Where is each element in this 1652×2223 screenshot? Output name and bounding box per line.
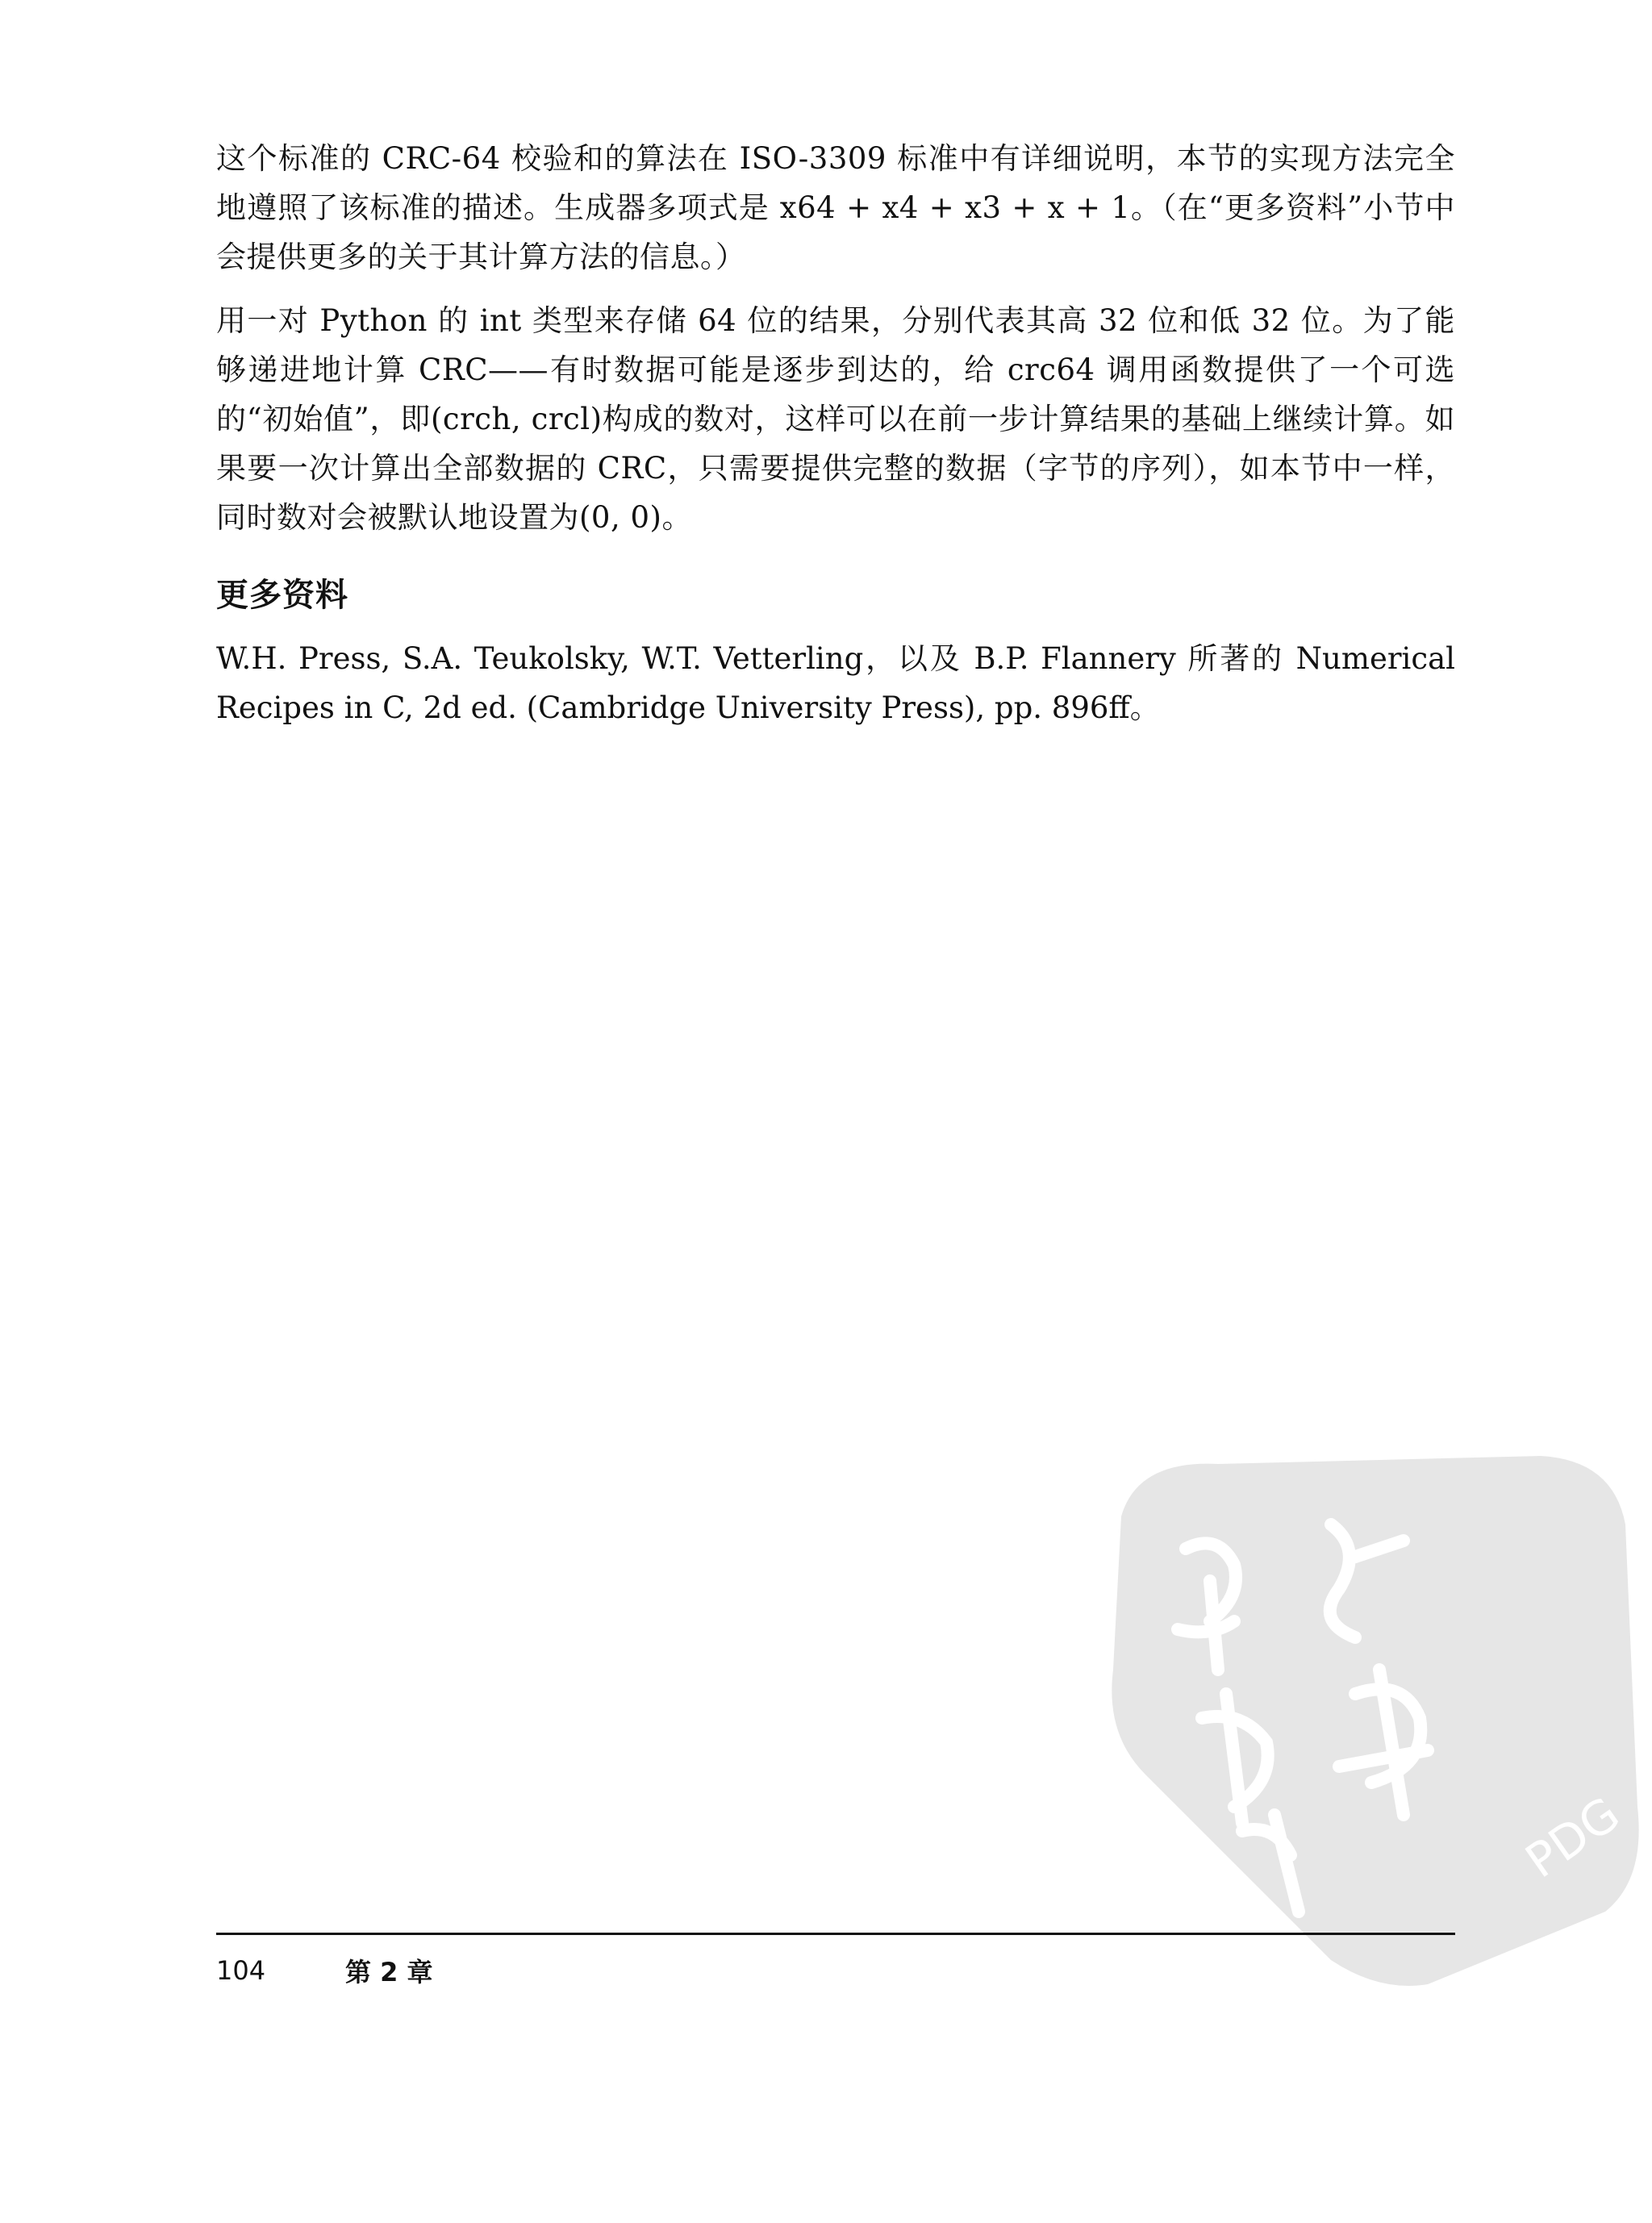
footer-divider	[216, 1933, 1455, 1935]
page-footer	[216, 1950, 433, 1991]
page-number: 104	[216, 1955, 266, 1986]
page-content	[216, 134, 1455, 732]
body-paragraph-int-storage: 用一对 Python 的 int 类型来存储 64 位的结果，分别代表其高 32 位和低 32 位。为了能够递进地计算 CRC——有时数据可能是逐步到达的，给 crc64 调用函数提供了一个可选的“初始值”，即(crch, crcl)构成的数对，这样可以在前一步计算结果的基础上继续计算。如果要一次计算出全部数据的 CRC，只需要提供完整的数据（字节的序列），如本节中一样，同时数对会被默认地设置为(0, 0)。	[216, 303, 1455, 535]
reference-numerical-recipes: W.H. Press, S.A. Teukolsky, W.T. Vetterling，以及 B.P. Flannery 所著的 Numerical Recipes in C, 2d ed. (Cambridge University Press), pp. 896ff。	[216, 641, 1455, 725]
seal-pdg-text: PDG	[1516, 1786, 1630, 1889]
body-paragraph-crc64-standard: 这个标准的 CRC-64 校验和的算法在 ISO-3309 标准中有详细说明，本节的实现方法完全地遵照了该标准的描述。生成器多项式是 x64 + x4 + x3 + x + 1。（在“更多资料”小节中会提供更多的关于其计算方法的信息。）	[216, 141, 1455, 274]
seal-shape	[1112, 1456, 1638, 1986]
section-heading-see-also: 更多资料	[216, 577, 348, 614]
chapter-label: 第 2 章	[345, 1957, 433, 1987]
pdg-seal-watermark	[1089, 1428, 1652, 1992]
